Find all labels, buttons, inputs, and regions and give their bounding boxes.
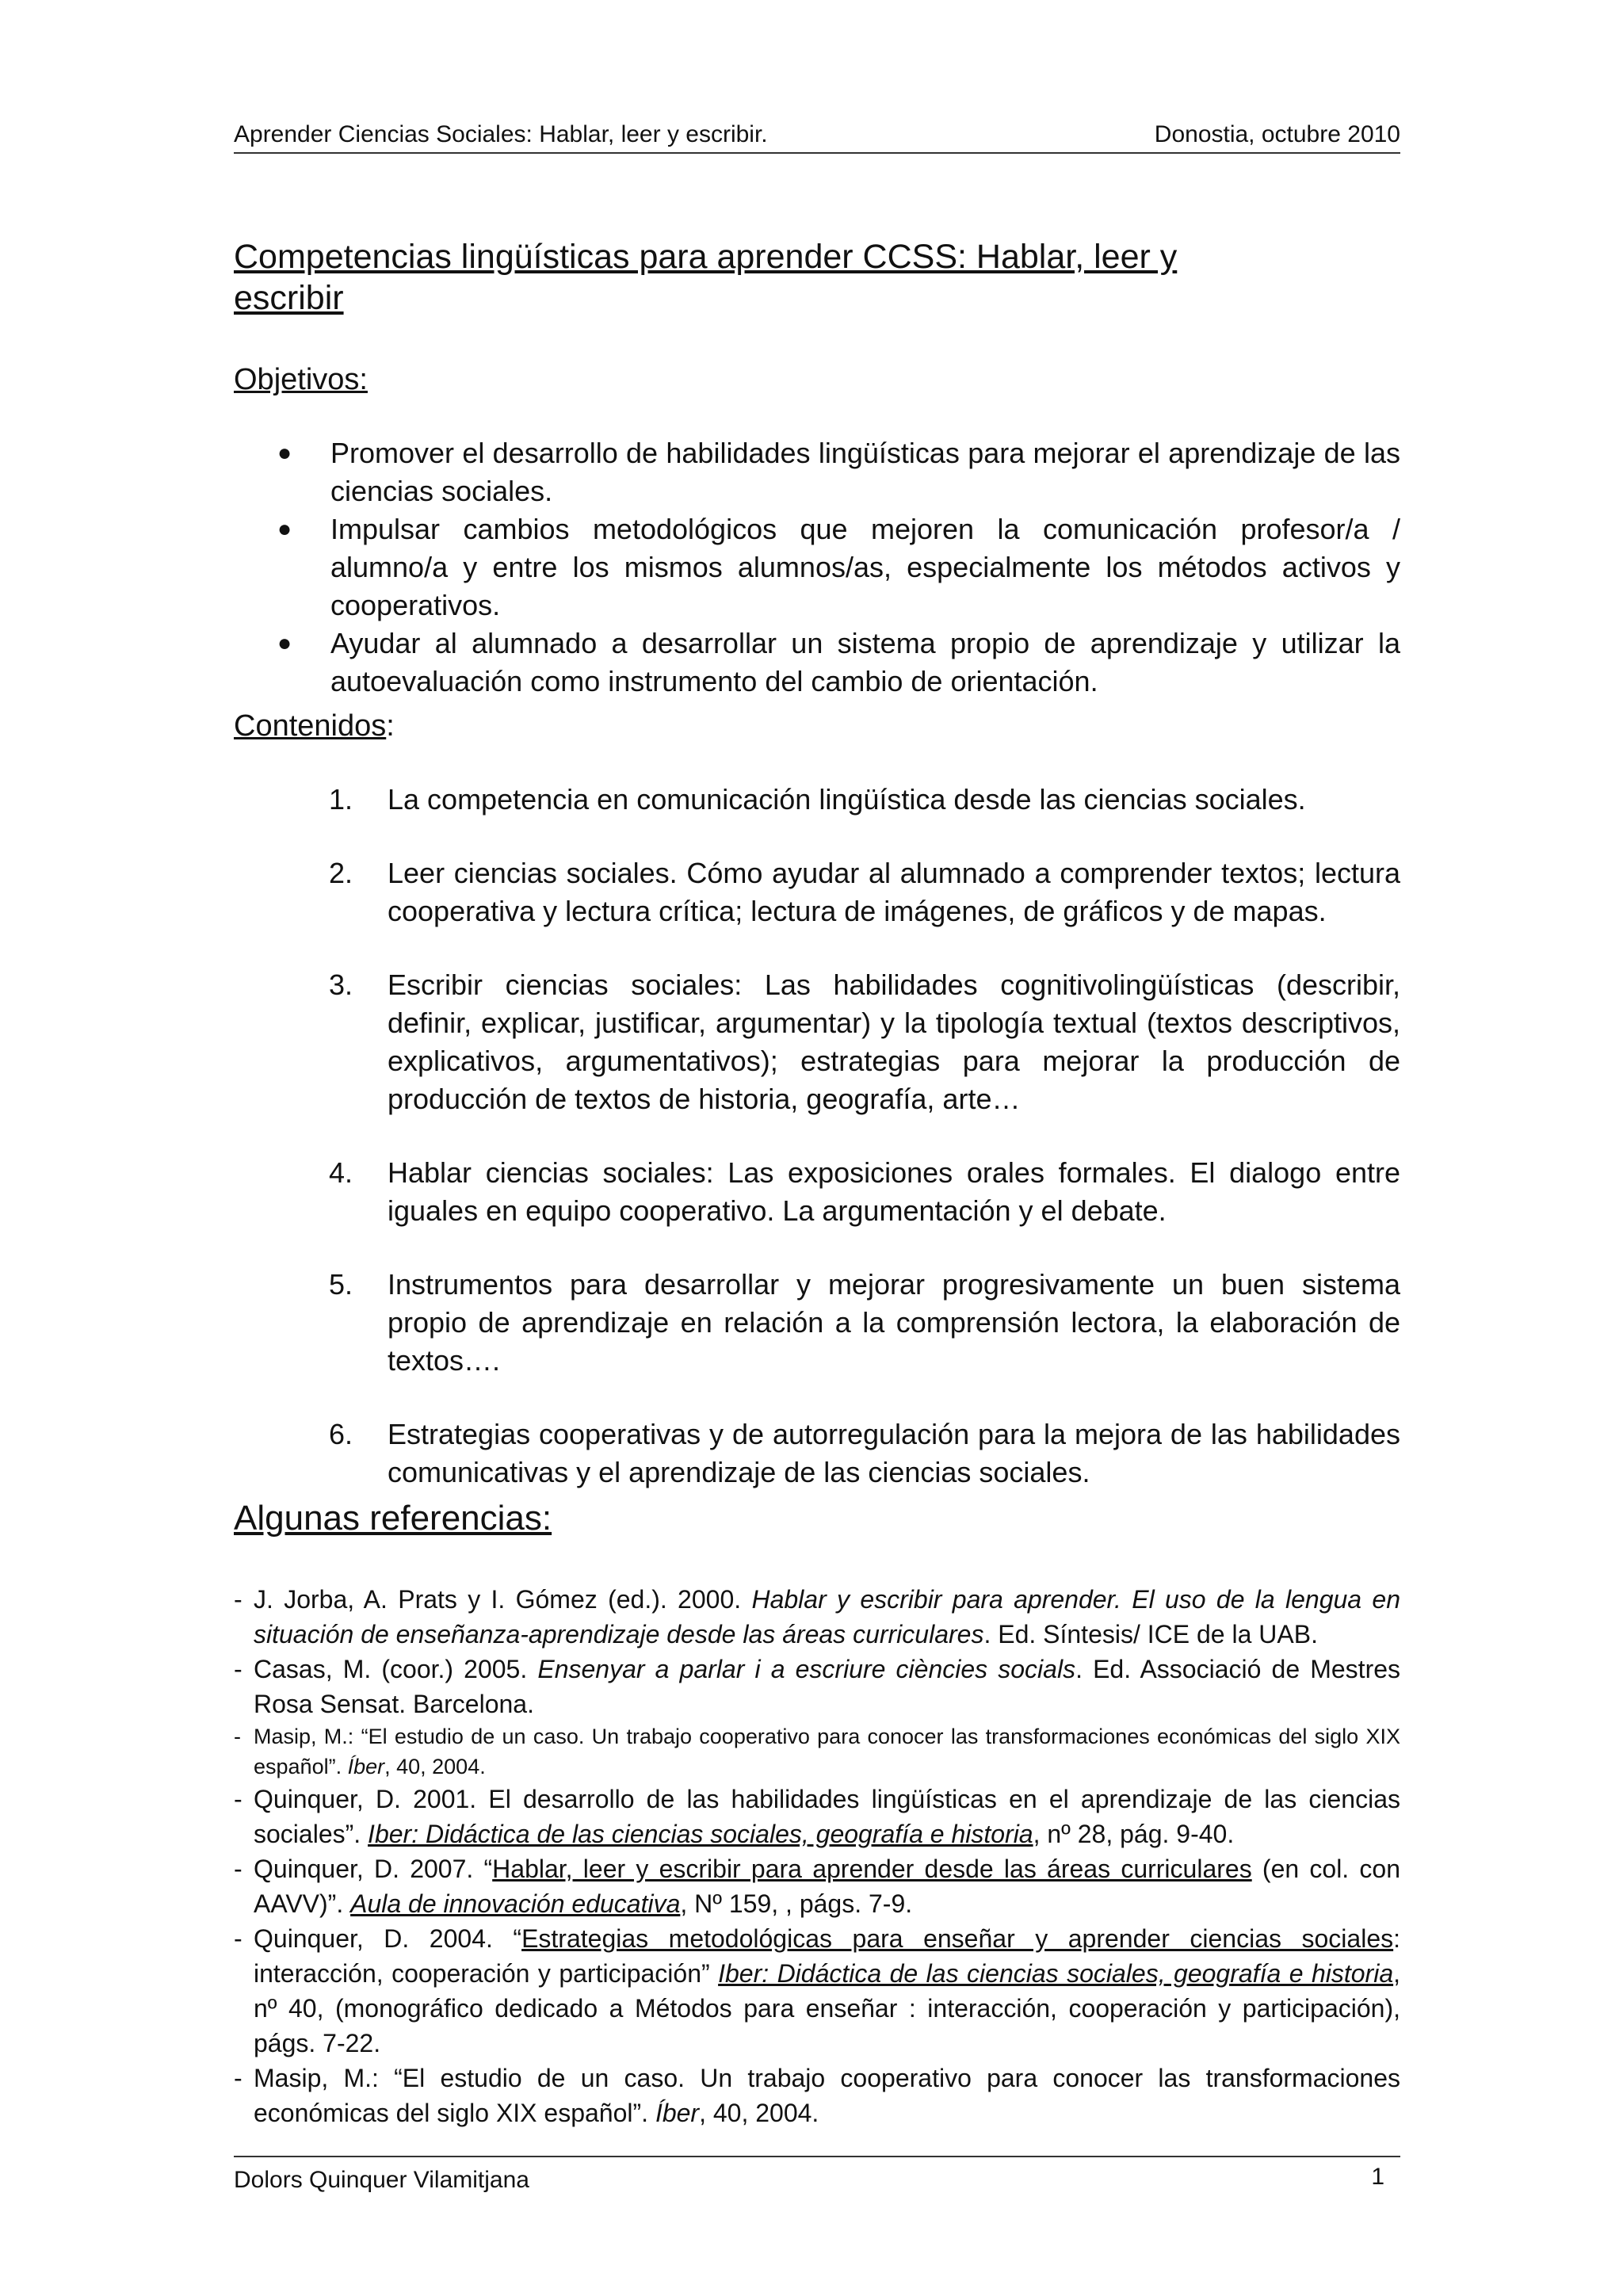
references-heading: Algunas referencias: [234,1499,552,1538]
references-list [234,1582,1400,2130]
reference-link[interactable]: Iber: Didáctica de las ciencias sociales, geografía e historia [718,1959,1394,1988]
reference-item: - Masip, M.: “El estudio de un caso. Un trabajo cooperativo para conocer las transformaciones económicas del siglo XIX español”. Íber, 40, 2004. [234,1725,1400,1778]
reference-link[interactable]: Iber: Didáctica de las ciencias sociales, geografía e historia [368,1820,1033,1848]
reference-item: - Quinquer, D. 2001. El desarrollo de las habilidades lingüísticas en el aprendizaje de las ciencias sociales”. Iber: Didáctica de las ciencias sociales, geografía e historia, nº 28, pág. 9-40. [234,1785,1400,1848]
bullet-icon: ● [277,516,292,542]
objectives-label: Objetivos: [234,363,368,396]
reference-item: - Quinquer, D. 2004. “Estrategias metodológicas para enseñar y aprender ciencias sociales: interacción, cooperación y participación” Iber: Didáctica de las ciencias sociales, geografía e historia, nº 40, (monográfico dedicado a Métodos para enseñar : interacción, cooperación y participación), págs. 7-22. [234,1924,1401,2057]
content-item: 4. Hablar ciencias sociales: Las exposiciones orales formales. El dialogo entre iguales en equipo cooperativo. La argumentación y el debate. [329,1156,1400,1227]
header-title: Aprender Ciencias Sociales: Hablar, leer y escribir. [234,121,768,147]
bullet-icon: ● [277,440,292,466]
objective-item: ● Promover el desarrollo de habilidades lingüísticas para mejorar el aprendizaje de las ciencias sociales. [234,434,1400,510]
page-header [234,117,1400,154]
footer-author: Dolors Quinquer Vilamitjana [234,2167,529,2193]
content-item: 2. Leer ciencias sociales. Cómo ayudar al alumnado a comprender textos; lectura cooperativa y lectura crítica; lectura de imágenes, de gráficos y de mapas. [329,857,1400,927]
content-item: 3. Escribir ciencias sociales: Las habilidades cognitivolingüísticas (describir, definir, explicar, justificar, argumentar) y la tipología textual (textos descriptivos, explicativos, argumentativos); estrategias para mejorar la producción de producción de textos de historia, geografía, arte… [329,968,1400,1115]
content-item: 6. Estrategias cooperativas y de autorregulación para la mejora de las habilidades comunicativas y el aprendizaje de las ciencias sociales. [329,1418,1400,1488]
reference-link[interactable]: Aula de innovación educativa [350,1889,681,1918]
reference-item: - Casas, M. (coor.) 2005. Ensenyar a parlar i a escriure ciències socials. Ed. Associació de Mestres Rosa Sensat. Barcelona. [234,1655,1401,1718]
objective-item: ● Impulsar cambios metodológicos que mejoren la comunicación profesor/a / alumno/a y entre los mismos alumnos/as, especialmente los métodos activos y cooperativos. [234,510,1400,625]
document-title: Competencias lingüísticas para aprender CCSS: Hablar, leer y escribir [234,238,1178,317]
reference-link[interactable]: Estrategias metodológicas para enseñar y aprender ciencias sociales [521,1924,1394,1953]
reference-item: - Masip, M.: “El estudio de un caso. Un trabajo cooperativo para conocer las transformaciones económicas del siglo XIX español”. Íber, 40, 2004. [234,2064,1400,2127]
content-item: 1. La competencia en comunicación lingüística desde las ciencias sociales. [329,783,1306,816]
page-number: 1 [1371,2164,1384,2190]
reference-link[interactable]: Hablar, leer y escribir para aprender desde las áreas curriculares [492,1855,1252,1883]
contents-label: Contenidos: [234,709,395,743]
objective-item: ● Ayudar al alumnado a desarrollar un sistema propio de aprendizaje y utilizar la autoevaluación como instrumento del cambio de orientación. [234,625,1400,701]
page-footer [234,2156,1400,2193]
reference-item: - Quinquer, D. 2007. “Hablar, leer y escribir para aprender desde las áreas curriculares (en col. con AAVV)”. Aula de innovación educativa, Nº 159, , págs. 7-9. [234,1855,1401,1918]
objectives-list [234,434,1400,701]
content-item: 5. Instrumentos para desarrollar y mejorar progresivamente un buen sistema propio de aprendizaje en relación a la comprensión lectora, la elaboración de textos…. [329,1268,1400,1377]
reference-item: - J. Jorba, A. Prats y I. Gómez (ed.). 2000. Hablar y escribir para aprender. El uso de la lengua en situación de enseñanza-aprendizaje desde las áreas curriculares. Ed. Síntesis/ ICE de la UAB. [234,1585,1401,1648]
contents-list [329,781,1400,1492]
bullet-icon: ● [277,630,292,656]
header-place-date: Donostia, octubre 2010 [1154,121,1400,147]
